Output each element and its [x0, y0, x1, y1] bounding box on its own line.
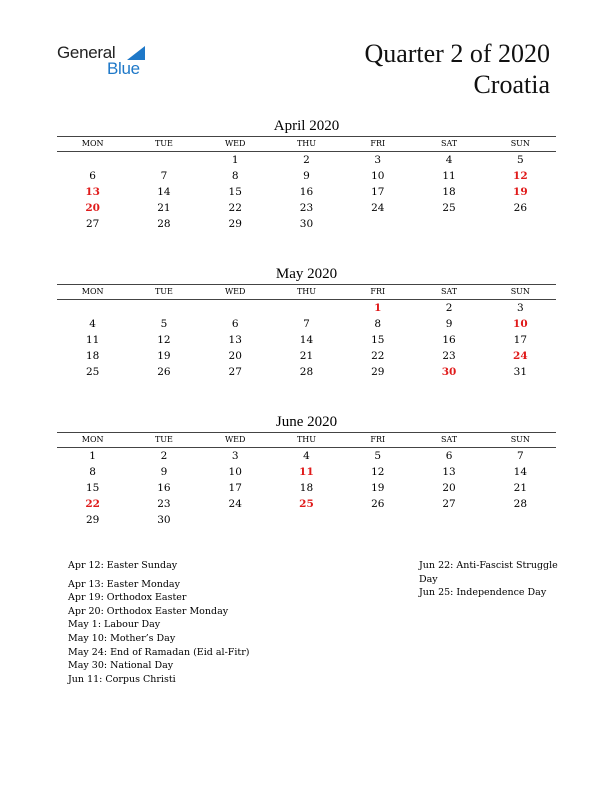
day-cell: 8 — [231, 170, 239, 182]
day-cell: 28 — [513, 498, 528, 510]
day-cell: 15 — [228, 186, 242, 198]
holiday-day-cell: 10 — [513, 318, 528, 330]
day-cell: 6 — [89, 170, 96, 182]
day-cell — [342, 512, 413, 528]
day-cell: 22 — [371, 350, 385, 362]
day-cell: 15 — [371, 334, 385, 346]
day-cell: 6 — [231, 318, 239, 330]
day-cell: 9 — [445, 318, 453, 330]
holiday-day-cell: 22 — [85, 498, 100, 510]
day-cell: 8 — [89, 466, 96, 478]
day-cell — [200, 300, 271, 316]
holiday-note: Jun 25: Independence Day — [419, 587, 547, 599]
week-row — [57, 496, 556, 512]
day-cell: 9 — [160, 466, 168, 478]
holiday-day-cell: 24 — [513, 350, 528, 362]
weekday-label: WED — [224, 139, 246, 148]
day-cell: 4 — [445, 154, 453, 166]
week-row — [57, 216, 556, 232]
day-cell: 19 — [371, 482, 385, 494]
day-cell: 1 — [89, 450, 96, 462]
day-cell: 16 — [157, 482, 171, 494]
day-cell: 17 — [371, 186, 385, 198]
holiday-list-right — [419, 559, 559, 600]
week-row — [57, 168, 556, 184]
week-row — [57, 448, 556, 464]
day-cell: 24 — [371, 202, 385, 214]
logo-word-general: General — [57, 43, 116, 62]
day-cell: 7 — [516, 450, 524, 462]
weekday-label: SAT — [440, 435, 458, 444]
day-cell: 2 — [303, 154, 310, 166]
day-cell — [485, 512, 556, 528]
weekday-label: SUN — [510, 435, 530, 444]
day-cell — [413, 216, 484, 232]
day-cell: 21 — [157, 202, 171, 214]
day-cell — [128, 300, 199, 316]
month-title: May 2020 — [275, 266, 338, 282]
day-cell: 7 — [160, 170, 168, 182]
week-row — [57, 184, 556, 200]
day-cell: 3 — [374, 154, 382, 166]
day-cell: 30 — [299, 218, 314, 230]
day-cell: 1 — [231, 154, 239, 166]
holiday-day-cell: 13 — [85, 186, 100, 198]
weekday-label: THU — [296, 435, 317, 444]
holiday-day-cell: 1 — [374, 302, 382, 314]
day-cell: 5 — [374, 450, 382, 462]
day-cell: 2 — [445, 302, 453, 314]
day-cell: 17 — [513, 334, 528, 346]
country-title: Croatia — [473, 70, 550, 99]
holiday-note: Apr 20: Orthodox Easter Monday — [68, 605, 229, 617]
weekday-label: MON — [81, 287, 104, 296]
day-cell: 3 — [231, 450, 239, 462]
week-row — [57, 464, 556, 480]
week-row — [57, 332, 556, 348]
day-cell: 16 — [299, 186, 314, 198]
generalblue-logo — [57, 43, 157, 83]
weekday-label: TUE — [154, 139, 173, 148]
weekday-label: SUN — [510, 139, 530, 148]
day-cell: 11 — [85, 334, 100, 346]
day-cell: 26 — [157, 366, 171, 378]
day-cell: 13 — [228, 334, 242, 346]
weekday-label: TUE — [154, 435, 173, 444]
day-cell: 15 — [85, 482, 100, 494]
month-calendar — [57, 412, 556, 528]
day-cell: 26 — [371, 498, 385, 510]
day-cell — [342, 216, 413, 232]
holiday-note: Jun 22: Anti-Fascist Struggle Day — [419, 560, 558, 585]
month-title: June 2020 — [275, 414, 338, 430]
holiday-note: Jun 11: Corpus Christi — [68, 673, 176, 685]
day-cell — [271, 512, 342, 528]
week-row — [57, 348, 556, 364]
holiday-day-cell: 25 — [299, 498, 314, 510]
week-row — [57, 480, 556, 496]
day-cell: 23 — [299, 202, 314, 214]
day-cell: 14 — [157, 186, 171, 198]
holiday-note: Apr 12: Easter Sunday — [68, 560, 178, 571]
weekday-label: SAT — [440, 287, 458, 296]
day-cell: 23 — [442, 350, 456, 362]
weekday-label: WED — [224, 287, 246, 296]
day-cell: 24 — [228, 498, 242, 510]
holiday-list-left — [68, 559, 388, 686]
weekday-header — [57, 432, 556, 448]
day-cell: 30 — [157, 514, 171, 526]
weekday-label: MON — [81, 139, 104, 148]
day-cell: 31 — [513, 366, 528, 378]
day-cell — [57, 300, 128, 316]
holiday-day-cell: 20 — [85, 202, 100, 214]
day-cell: 19 — [157, 350, 171, 362]
day-cell: 4 — [303, 450, 310, 462]
weekday-header — [57, 284, 556, 300]
week-row — [57, 316, 556, 332]
day-cell: 29 — [371, 366, 385, 378]
day-cell: 5 — [160, 318, 168, 330]
weekday-label: WED — [224, 435, 246, 444]
month-calendar — [57, 264, 556, 380]
day-cell: 7 — [303, 318, 310, 330]
holiday-note: May 1: Labour Day — [68, 619, 161, 631]
day-cell: 17 — [228, 482, 242, 494]
day-cell: 22 — [228, 202, 242, 214]
day-cell: 12 — [157, 334, 171, 346]
day-cell: 28 — [299, 366, 314, 378]
weekday-label: FRI — [370, 287, 386, 296]
day-cell: 10 — [371, 170, 385, 182]
day-cell: 11 — [442, 170, 456, 182]
weekday-label: FRI — [370, 139, 386, 148]
day-cell: 8 — [374, 318, 382, 330]
day-cell: 27 — [442, 498, 456, 510]
day-cell — [200, 512, 271, 528]
day-cell: 27 — [228, 366, 242, 378]
weekday-label: THU — [296, 287, 317, 296]
day-cell: 16 — [442, 334, 456, 346]
day-cell — [57, 152, 128, 168]
quarter-title: Quarter 2 of 2020 — [364, 39, 550, 68]
day-cell: 6 — [445, 450, 453, 462]
logo-triangle-icon — [127, 46, 145, 60]
day-cell: 18 — [299, 482, 314, 494]
weekday-header — [57, 136, 556, 152]
day-cell: 14 — [299, 334, 314, 346]
holiday-note: May 30: National Day — [68, 660, 174, 672]
day-cell: 18 — [85, 350, 100, 362]
day-cell: 5 — [516, 154, 524, 166]
day-cell: 2 — [160, 450, 168, 462]
day-cell: 9 — [303, 170, 310, 182]
day-cell: 20 — [442, 482, 456, 494]
week-row — [57, 364, 556, 380]
weekday-label: SAT — [440, 139, 458, 148]
holiday-day-cell: 19 — [513, 186, 528, 198]
day-cell: 28 — [157, 218, 171, 230]
weekday-label: TUE — [154, 287, 173, 296]
day-cell: 10 — [228, 466, 242, 478]
month-title: April 2020 — [273, 118, 340, 134]
weekday-label: MON — [81, 435, 104, 444]
day-cell: 29 — [228, 218, 242, 230]
day-cell: 21 — [513, 482, 528, 494]
holiday-note: Apr 19: Orthodox Easter — [68, 592, 187, 604]
weekday-label: FRI — [370, 435, 386, 444]
logo-word-blue: Blue — [107, 59, 140, 78]
day-cell: 13 — [442, 466, 456, 478]
weekday-label: THU — [296, 139, 317, 148]
holiday-day-cell: 12 — [513, 170, 528, 182]
day-cell — [128, 152, 199, 168]
day-cell: 23 — [157, 498, 171, 510]
day-cell: 3 — [516, 302, 524, 314]
day-cell: 18 — [442, 186, 456, 198]
holiday-note: Apr 13: Easter Monday — [68, 578, 180, 590]
day-cell: 20 — [228, 350, 242, 362]
day-cell — [271, 300, 342, 316]
day-cell: 21 — [299, 350, 314, 362]
day-cell: 25 — [442, 202, 456, 214]
page-title — [364, 38, 550, 100]
day-cell: 29 — [85, 514, 100, 526]
day-cell: 27 — [85, 218, 100, 230]
day-cell — [485, 216, 556, 232]
week-row — [57, 200, 556, 216]
day-cell: 12 — [371, 466, 385, 478]
week-row — [57, 300, 556, 316]
day-cell: 25 — [85, 366, 100, 378]
holiday-note: May 24: End of Ramadan (Eid al-Fitr) — [68, 646, 250, 658]
holiday-day-cell: 11 — [299, 466, 314, 478]
day-cell: 26 — [513, 202, 528, 214]
day-cell: 4 — [89, 318, 96, 330]
week-row — [57, 152, 556, 168]
day-cell: 14 — [513, 466, 528, 478]
weekday-label: SUN — [510, 287, 530, 296]
week-row — [57, 512, 556, 528]
holiday-day-cell: 30 — [441, 366, 457, 378]
month-calendar — [57, 116, 556, 232]
day-cell — [413, 512, 484, 528]
holiday-note: May 10: Mother’s Day — [68, 632, 176, 644]
